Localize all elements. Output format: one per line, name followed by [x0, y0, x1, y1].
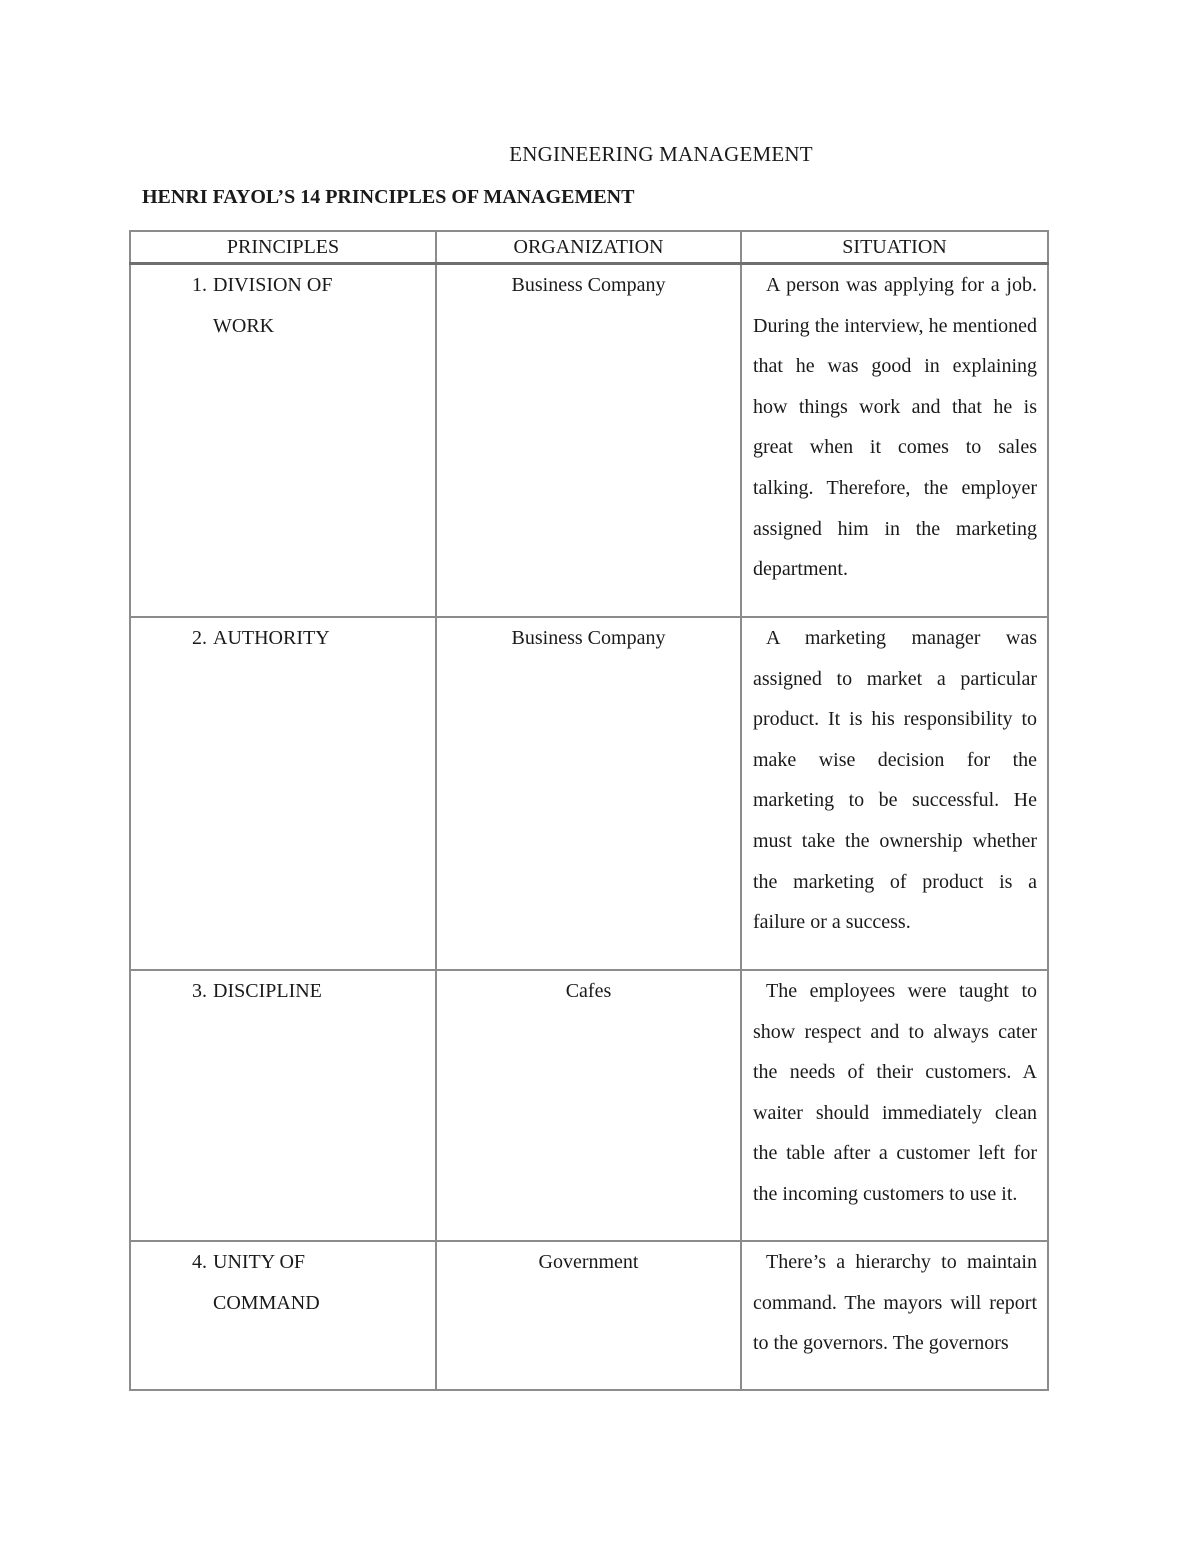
situation-text: A person was applying for a job. During the interview, he mentioned that he was good in explaining how things work and that he is great when it comes to sales talking. Therefore, the employer assigned him in the marketing department.	[753, 274, 1037, 581]
table-row	[130, 264, 1048, 618]
principle-number: 4.	[192, 1251, 207, 1273]
principles-table	[129, 230, 1049, 1391]
principle-cell	[130, 617, 436, 970]
principle-cell	[130, 264, 436, 618]
header-organization: ORGANIZATION	[436, 231, 741, 264]
principle-cell	[130, 970, 436, 1241]
principle-name: AUTHORITY	[213, 627, 330, 649]
header-situation: SITUATION	[741, 231, 1048, 264]
table-row	[130, 1241, 1048, 1390]
document-heading: HENRI FAYOL’S 14 PRINCIPLES OF MANAGEMENT	[142, 186, 635, 208]
organization-cell: Cafes	[436, 970, 741, 1241]
situation-text: There’s a hierarchy to maintain command. The mayors will report to the governors. The governors	[753, 1251, 1037, 1355]
situation-cell-wrap	[741, 970, 1048, 1241]
principle-number: 1.	[192, 274, 207, 296]
principle-number: 2.	[192, 627, 207, 649]
document-title: ENGINEERING MANAGEMENT	[509, 142, 813, 166]
situation-cell-wrap	[741, 264, 1048, 618]
situation-cell-wrap	[741, 617, 1048, 970]
table-row	[130, 617, 1048, 970]
principle-number: 3.	[192, 980, 207, 1002]
organization-cell: Business Company	[436, 264, 741, 618]
table-header-row	[130, 231, 1048, 264]
principle-cell	[130, 1241, 436, 1390]
situation-cell-wrap	[741, 1241, 1048, 1390]
principle-name: DIVISION OF WORK	[213, 274, 333, 337]
organization-cell: Business Company	[436, 617, 741, 970]
header-principles: PRINCIPLES	[130, 231, 436, 264]
situation-text: The employees were taught to show respect and to always cater the needs of their customers. A waiter should immediately clean the table after a customer left for the incoming customers to use it.	[753, 980, 1037, 1205]
situation-text: A marketing manager was assigned to market a particular product. It is his responsibility to make wise decision for the marketing to be successful. He must take the ownership whether the marketing of product is a failure or a success.	[753, 627, 1037, 934]
principle-name: DISCIPLINE	[213, 980, 322, 1002]
table-row	[130, 970, 1048, 1241]
organization-cell: Government	[436, 1241, 741, 1390]
principle-name: UNITY OF COMMAND	[213, 1251, 320, 1314]
